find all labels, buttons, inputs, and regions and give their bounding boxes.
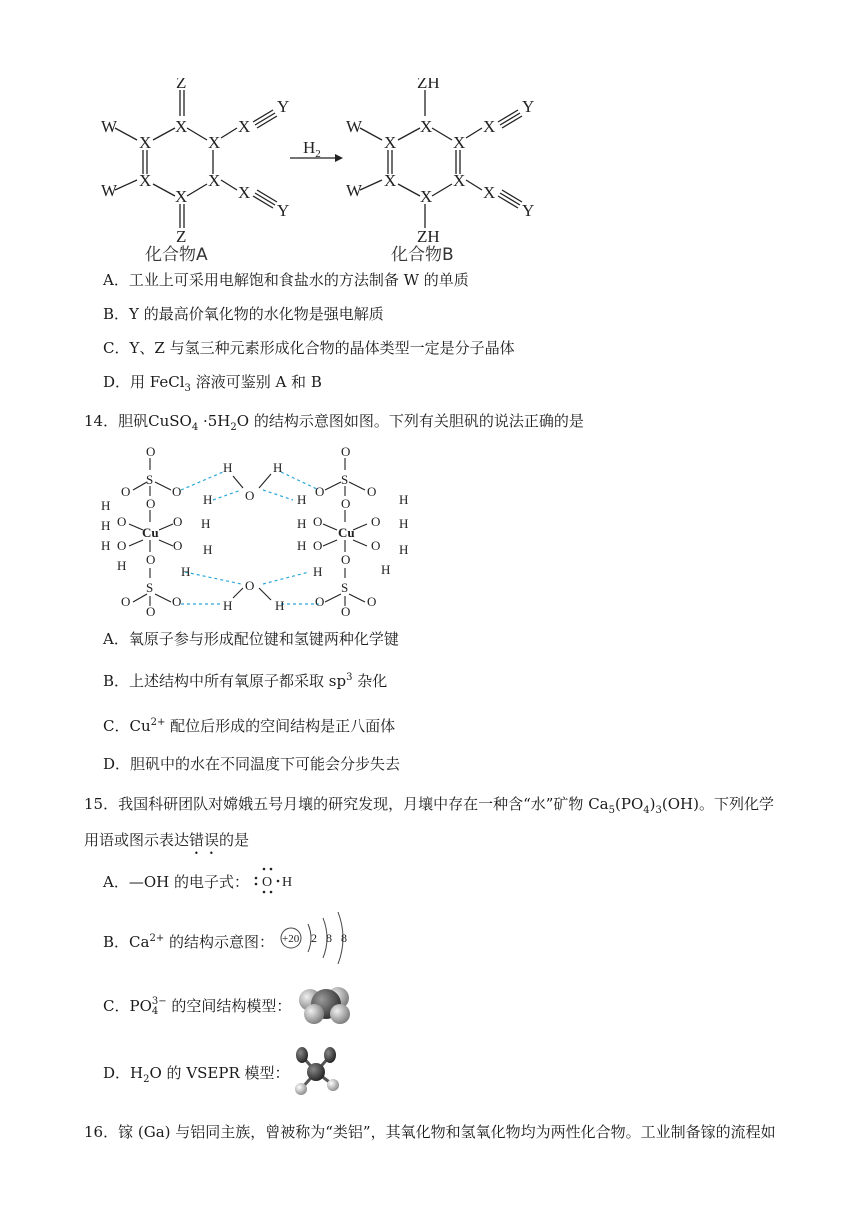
oxygen-symbol: O [262,875,273,890]
atom-label: H [273,460,283,475]
atom-label: X [238,183,251,202]
q15-stem-line1: 15．我国科研团队对嫦娥五号月壤的研究发现，月壤中存在一种含“水”矿物 $Ca_5(PO_4)_3(OH)$。下列化学 [84,795,774,816]
atom-label: O [173,538,183,553]
atom-label: X [175,187,188,206]
atom-label: O [172,594,182,609]
atom-label: S [341,472,349,487]
atom-label: O [371,514,381,529]
q15-option-a: A．—OH 的电子式： [103,873,249,891]
compound-b-bonds [360,90,522,228]
q15-option-d: D．$H_2O$ 的 VSEPR 模型： [103,1064,290,1085]
atom-label: X [139,133,152,152]
atom-label: H [181,564,191,579]
atom-label: O [117,538,127,553]
q13-reaction-figure [95,78,555,268]
atom-label: H [101,538,111,553]
q16-stem: 16．镓 (Ga) 与铝同主族，曾被称为“类铝”，其氧化物和氢氧化物均为两性化合物。工业制备镓的流程如 [84,1123,776,1141]
atom-label: X [453,133,466,152]
vsepr-ball-stick-model [288,1044,350,1100]
atom-label: H [275,598,285,613]
hydrogen-ball [327,1079,339,1091]
q14-option-c: C．$Cu^{2+}$ 配位后形成的空间结构是正八面体 [103,717,396,735]
atom-label: O [146,604,156,619]
oxygen-ball [304,1004,324,1024]
atom-label: O [315,484,325,499]
hydrogen-symbol: H [282,875,293,890]
atom-label: O [146,552,156,567]
atom-label: O [313,514,323,529]
atom-label: O [367,594,377,609]
copper-label: Cu [142,525,159,540]
atom-label: O [341,496,351,511]
atom-label: X [453,171,466,190]
atom-label: H [399,492,409,507]
space-filling-model [296,982,356,1028]
atom-label: Z [176,78,187,92]
atom-label: O [172,484,182,499]
q14-option-a: A．氧原子参与形成配位键和氢键两种化学键 [103,630,399,648]
atom-label: O [341,444,351,459]
atom-label: O [146,444,156,459]
ion-structure-diagram [278,908,352,968]
atom-label: O [341,552,351,567]
atom-label: O [173,514,183,529]
atom-label: H [201,516,211,531]
q13-option-d: D．用 FeCl$_3$ 溶液可鉴别 A 和 B [103,373,322,394]
lone-pair-lobe [324,1047,336,1063]
atom-label: H [297,516,307,531]
electron-dot-formula [252,864,302,896]
atom-label: H [101,498,111,513]
q15-stem-line2: 用语或图示表达错误的是 [84,831,250,849]
atom-label: O [371,538,381,553]
atom-label: S [146,580,154,595]
atom-label: X [420,187,433,206]
q15-option-c: C．PO 3− 4 的空间结构模型： [103,996,292,1017]
atom-label: O [117,514,127,529]
atom-label: X [483,183,496,202]
lone-pair-lobe [296,1047,308,1063]
atom-label: H [399,542,409,557]
atom-label: W [346,117,363,136]
atom-label: Y [522,97,535,116]
nucleus-charge: +20 [282,933,300,945]
atom-label: ZH [417,78,440,92]
atom-label: H [203,542,213,557]
atom-label: H [101,518,111,533]
atom-label: H [203,492,213,507]
atom-label: H [399,516,409,531]
q15-option-b: B．$Ca^{2+}$ 的结构示意图： [103,933,274,951]
atom-label: H [381,562,391,577]
atom-label: H [297,538,307,553]
atom-label: H [117,558,127,573]
oxygen-ball [330,1004,350,1024]
atom-label: W [101,117,118,136]
atom-label: O [146,496,156,511]
atom-label: O [341,604,351,619]
atom-label: X [175,117,188,136]
atom-label: S [146,472,154,487]
atom-label: O [121,484,131,499]
atom-label: X [238,117,251,136]
shell-electron-count: 8 [326,931,332,945]
shell-electron-count: 2 [311,931,317,945]
q14-structure-figure [95,444,415,619]
q14-option-d: D．胆矾中的水在不同温度下可能会分步失去 [103,755,401,773]
atom-label: W [101,181,118,200]
q13-option-a: A．工业上可采用电解饱和食盐水的方法制备 W 的单质 [103,271,469,289]
oxygen-ball [307,1063,325,1081]
q13-option-b: B．Y 的最高价氧化物的水化物是强电解质 [103,305,384,323]
shell-electron-count: 8 [341,931,347,945]
q14-option-b: B．上述结构中所有氧原子都采取 $sp^3$ 杂化 [103,672,388,690]
atom-label: O [313,538,323,553]
atom-label: X [208,171,221,190]
atom-label: O [245,488,255,503]
reagent-label: $H_2$ [303,138,321,160]
atom-label: Y [277,97,290,116]
atom-label: X [384,171,397,190]
atom-label: X [483,117,496,136]
emphasized-word: 错误 [189,831,220,849]
atom-label: O [367,484,377,499]
reaction-arrow-head [335,154,343,162]
atom-label: H [223,598,233,613]
atom-label: O [315,594,325,609]
atom-label: O [245,578,255,593]
compound-a-bonds [115,90,335,228]
compound-b-caption: 化合物B [391,245,454,265]
atom-label: O [121,594,131,609]
atom-label: ZH [417,227,440,246]
copper-label: Cu [338,525,355,540]
atom-label: H [313,564,323,579]
atom-label: Y [277,201,290,220]
atom-label: H [223,460,233,475]
atom-label: X [420,117,433,136]
atom-label: W [346,181,363,200]
atom-label: X [139,171,152,190]
compound-a-caption: 化合物A [145,245,208,265]
atom-label: S [341,580,349,595]
q14-stem: 14．胆矾CuSO$_4$ $\cdot 5H_2O$ 的结构示意图如图。下列有关胆矾的说法正确的是 [84,412,584,433]
atom-label: H [297,492,307,507]
q13-option-c: C．Y、Z 与氢三种元素形成化合物的晶体类型一定是分子晶体 [103,339,515,357]
atom-label: Z [176,227,187,246]
hydrogen-ball [295,1083,307,1095]
atom-label: X [208,133,221,152]
atom-label: Y [522,201,535,220]
atom-label: X [384,133,397,152]
